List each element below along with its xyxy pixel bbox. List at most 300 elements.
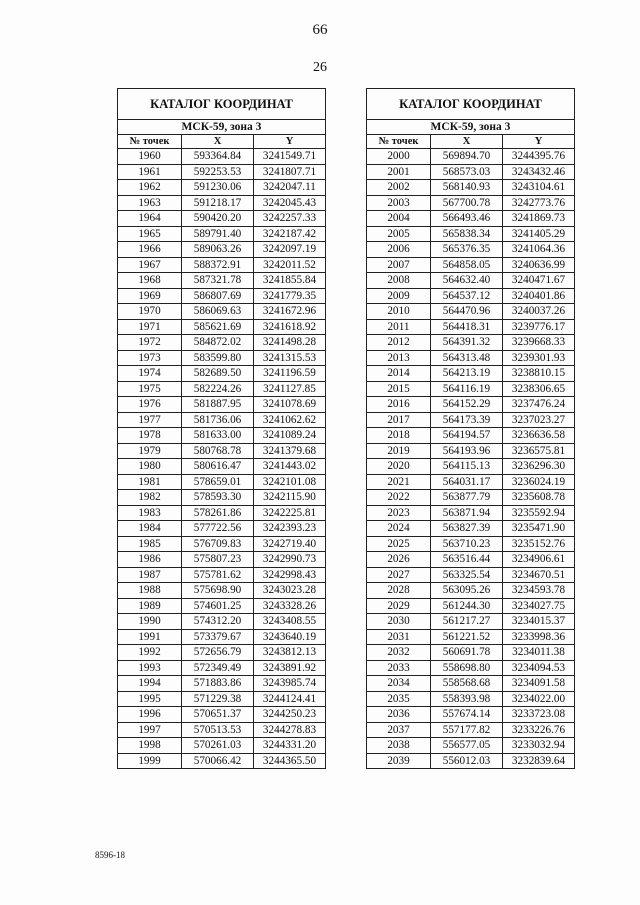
point-number-cell: 2010 xyxy=(367,304,431,320)
point-number-cell: 1999 xyxy=(118,753,182,769)
table-row xyxy=(367,459,575,475)
point-number-cell: 1961 xyxy=(118,164,182,180)
x-coordinate-cell: 563516.44 xyxy=(431,552,503,568)
x-coordinate-cell: 589791.40 xyxy=(182,226,254,242)
table-row xyxy=(118,335,326,351)
table-row xyxy=(118,288,326,304)
table-row xyxy=(367,660,575,676)
y-coordinate-cell: 3241127.85 xyxy=(254,381,326,397)
table-row xyxy=(367,288,575,304)
y-coordinate-cell: 3235592.94 xyxy=(503,505,575,521)
x-coordinate-cell: 570261.03 xyxy=(182,738,254,754)
x-coordinate-cell: 564313.48 xyxy=(431,350,503,366)
point-number-cell: 2015 xyxy=(367,381,431,397)
point-number-cell: 1962 xyxy=(118,180,182,196)
x-coordinate-cell: 570513.53 xyxy=(182,722,254,738)
x-coordinate-cell: 557177.82 xyxy=(431,722,503,738)
y-coordinate-cell: 3242719.40 xyxy=(254,536,326,552)
table-row xyxy=(118,366,326,382)
y-coordinate-cell: 3242101.08 xyxy=(254,474,326,490)
x-coordinate-cell: 569894.70 xyxy=(431,149,503,165)
y-coordinate-cell: 3241062.62 xyxy=(254,412,326,428)
point-number-cell: 2000 xyxy=(367,149,431,165)
x-coordinate-cell: 574312.20 xyxy=(182,614,254,630)
coordinate-system-label: МСК-59, зона 3 xyxy=(367,120,575,135)
x-coordinate-cell: 589063.26 xyxy=(182,242,254,258)
point-number-cell: 1972 xyxy=(118,335,182,351)
column-header-point-number: № точек xyxy=(118,135,182,149)
table-row xyxy=(118,598,326,614)
y-coordinate-cell: 3235152.76 xyxy=(503,536,575,552)
table-row xyxy=(118,180,326,196)
y-coordinate-cell: 3235608.78 xyxy=(503,490,575,506)
point-number-cell: 2009 xyxy=(367,288,431,304)
x-coordinate-cell: 567700.78 xyxy=(431,195,503,211)
point-number-cell: 2027 xyxy=(367,567,431,583)
x-coordinate-cell: 571883.86 xyxy=(182,676,254,692)
x-coordinate-cell: 566493.46 xyxy=(431,211,503,227)
y-coordinate-cell: 3234593.78 xyxy=(503,583,575,599)
point-number-cell: 1982 xyxy=(118,490,182,506)
x-coordinate-cell: 572656.79 xyxy=(182,645,254,661)
table-row xyxy=(367,691,575,707)
table-row xyxy=(118,691,326,707)
y-coordinate-cell: 3233032.94 xyxy=(503,738,575,754)
y-coordinate-cell: 3241855.84 xyxy=(254,273,326,289)
table-row xyxy=(118,521,326,537)
y-coordinate-cell: 3241779.35 xyxy=(254,288,326,304)
table-row xyxy=(367,149,575,165)
point-number-cell: 2005 xyxy=(367,226,431,242)
table-row xyxy=(118,490,326,506)
point-number-cell: 1967 xyxy=(118,257,182,273)
x-coordinate-cell: 564418.31 xyxy=(431,319,503,335)
y-coordinate-cell: 3239668.33 xyxy=(503,335,575,351)
point-number-cell: 1997 xyxy=(118,722,182,738)
point-number-cell: 1976 xyxy=(118,397,182,413)
x-coordinate-cell: 570651.37 xyxy=(182,707,254,723)
point-number-cell: 2024 xyxy=(367,521,431,537)
x-coordinate-cell: 561244.30 xyxy=(431,598,503,614)
table-row xyxy=(118,397,326,413)
point-number-cell: 2028 xyxy=(367,583,431,599)
column-header-y: Y xyxy=(503,135,575,149)
y-coordinate-cell: 3241405.29 xyxy=(503,226,575,242)
x-coordinate-cell: 563877.79 xyxy=(431,490,503,506)
point-number-cell: 1994 xyxy=(118,676,182,692)
point-number-cell: 1963 xyxy=(118,195,182,211)
table-row xyxy=(367,552,575,568)
table-row xyxy=(118,536,326,552)
y-coordinate-cell: 3239301.93 xyxy=(503,350,575,366)
x-coordinate-cell: 588372.91 xyxy=(182,257,254,273)
table-row xyxy=(367,335,575,351)
x-coordinate-cell: 591230.06 xyxy=(182,180,254,196)
y-coordinate-cell: 3240471.67 xyxy=(503,273,575,289)
x-coordinate-cell: 564173.39 xyxy=(431,412,503,428)
y-coordinate-cell: 3234022.00 xyxy=(503,691,575,707)
table-row xyxy=(367,211,575,227)
y-coordinate-cell: 3234094.53 xyxy=(503,660,575,676)
y-coordinate-cell: 3235471.90 xyxy=(503,521,575,537)
coordinate-catalog-table xyxy=(366,88,575,769)
x-coordinate-cell: 591218.17 xyxy=(182,195,254,211)
y-coordinate-cell: 3234015.37 xyxy=(503,614,575,630)
y-coordinate-cell: 3242045.43 xyxy=(254,195,326,211)
point-number-cell: 1968 xyxy=(118,273,182,289)
table-row xyxy=(118,645,326,661)
y-coordinate-cell: 3241807.71 xyxy=(254,164,326,180)
y-coordinate-cell: 3243985.74 xyxy=(254,676,326,692)
y-coordinate-cell: 3242115.90 xyxy=(254,490,326,506)
table-row xyxy=(118,428,326,444)
y-coordinate-cell: 3242998.43 xyxy=(254,567,326,583)
point-number-cell: 2018 xyxy=(367,428,431,444)
point-number-cell: 1993 xyxy=(118,660,182,676)
y-coordinate-cell: 3233998.36 xyxy=(503,629,575,645)
x-coordinate-cell: 563095.26 xyxy=(431,583,503,599)
y-coordinate-cell: 3244365.50 xyxy=(254,753,326,769)
y-coordinate-cell: 3238810.15 xyxy=(503,366,575,382)
point-number-cell: 2001 xyxy=(367,164,431,180)
point-number-cell: 2038 xyxy=(367,738,431,754)
y-coordinate-cell: 3241089.24 xyxy=(254,428,326,444)
x-coordinate-cell: 556012.03 xyxy=(431,753,503,769)
table-row xyxy=(367,304,575,320)
x-coordinate-cell: 564194.57 xyxy=(431,428,503,444)
coordinate-catalog-table xyxy=(117,88,326,769)
x-coordinate-cell: 573379.67 xyxy=(182,629,254,645)
point-number-cell: 2032 xyxy=(367,645,431,661)
x-coordinate-cell: 565838.34 xyxy=(431,226,503,242)
x-coordinate-cell: 564213.19 xyxy=(431,366,503,382)
y-coordinate-cell: 3233723.08 xyxy=(503,707,575,723)
point-number-cell: 2021 xyxy=(367,474,431,490)
point-number-cell: 2008 xyxy=(367,273,431,289)
point-number-cell: 2033 xyxy=(367,660,431,676)
x-coordinate-cell: 576709.83 xyxy=(182,536,254,552)
y-coordinate-cell: 3241443.02 xyxy=(254,459,326,475)
x-coordinate-cell: 570066.42 xyxy=(182,753,254,769)
x-coordinate-cell: 581887.95 xyxy=(182,397,254,413)
point-number-cell: 1995 xyxy=(118,691,182,707)
y-coordinate-cell: 3243640.19 xyxy=(254,629,326,645)
table-row xyxy=(367,226,575,242)
y-coordinate-cell: 3241618.92 xyxy=(254,319,326,335)
y-coordinate-cell: 3242990.73 xyxy=(254,552,326,568)
y-coordinate-cell: 3243328.26 xyxy=(254,598,326,614)
x-coordinate-cell: 581736.06 xyxy=(182,412,254,428)
catalog-title: КАТАЛОГ КООРДИНАТ xyxy=(367,89,575,120)
table-row xyxy=(118,552,326,568)
table-row xyxy=(367,257,575,273)
table-row xyxy=(118,583,326,599)
table-row xyxy=(367,583,575,599)
x-coordinate-cell: 563325.54 xyxy=(431,567,503,583)
point-number-cell: 1965 xyxy=(118,226,182,242)
point-number-cell: 2019 xyxy=(367,443,431,459)
y-coordinate-cell: 3243104.61 xyxy=(503,180,575,196)
x-coordinate-cell: 564858.05 xyxy=(431,257,503,273)
y-coordinate-cell: 3237023.27 xyxy=(503,412,575,428)
table-row xyxy=(118,319,326,335)
point-number-cell: 1984 xyxy=(118,521,182,537)
point-number-cell: 2014 xyxy=(367,366,431,382)
y-coordinate-cell: 3241379.68 xyxy=(254,443,326,459)
y-coordinate-cell: 3244278.83 xyxy=(254,722,326,738)
point-number-cell: 2003 xyxy=(367,195,431,211)
y-coordinate-cell: 3237476.24 xyxy=(503,397,575,413)
point-number-cell: 2020 xyxy=(367,459,431,475)
x-coordinate-cell: 561217.27 xyxy=(431,614,503,630)
y-coordinate-cell: 3234906.61 xyxy=(503,552,575,568)
table-row xyxy=(118,242,326,258)
x-coordinate-cell: 577722.56 xyxy=(182,521,254,537)
x-coordinate-cell: 574601.25 xyxy=(182,598,254,614)
table-row xyxy=(367,505,575,521)
y-coordinate-cell: 3241196.59 xyxy=(254,366,326,382)
point-number-cell: 1991 xyxy=(118,629,182,645)
x-coordinate-cell: 575781.62 xyxy=(182,567,254,583)
y-coordinate-cell: 3242097.19 xyxy=(254,242,326,258)
point-number-cell: 1985 xyxy=(118,536,182,552)
table-row xyxy=(118,567,326,583)
table-row xyxy=(367,707,575,723)
catalog-title: КАТАЛОГ КООРДИНАТ xyxy=(118,89,326,120)
point-number-cell: 1981 xyxy=(118,474,182,490)
y-coordinate-cell: 3242187.42 xyxy=(254,226,326,242)
point-number-cell: 1977 xyxy=(118,412,182,428)
y-coordinate-cell: 3240401.86 xyxy=(503,288,575,304)
y-coordinate-cell: 3241078.69 xyxy=(254,397,326,413)
x-coordinate-cell: 564632.40 xyxy=(431,273,503,289)
point-number-cell: 2029 xyxy=(367,598,431,614)
y-coordinate-cell: 3242047.11 xyxy=(254,180,326,196)
table-row xyxy=(367,490,575,506)
x-coordinate-cell: 564031.17 xyxy=(431,474,503,490)
y-coordinate-cell: 3238306.65 xyxy=(503,381,575,397)
table-row xyxy=(118,149,326,165)
table-row xyxy=(367,428,575,444)
point-number-cell: 2037 xyxy=(367,722,431,738)
document-code: 8596-18 xyxy=(95,850,125,860)
table-row xyxy=(367,381,575,397)
table-row xyxy=(118,722,326,738)
page-number: 66 xyxy=(312,22,328,38)
table-row xyxy=(118,660,326,676)
point-number-cell: 2036 xyxy=(367,707,431,723)
table-row xyxy=(367,738,575,754)
table-row xyxy=(118,707,326,723)
page-subnumber: 26 xyxy=(313,60,327,75)
table-row xyxy=(367,614,575,630)
point-number-cell: 1975 xyxy=(118,381,182,397)
table-row xyxy=(367,366,575,382)
table-row xyxy=(118,273,326,289)
x-coordinate-cell: 584872.02 xyxy=(182,335,254,351)
x-coordinate-cell: 592253.53 xyxy=(182,164,254,180)
point-number-cell: 2017 xyxy=(367,412,431,428)
point-number-cell: 2022 xyxy=(367,490,431,506)
x-coordinate-cell: 575698.90 xyxy=(182,583,254,599)
table-row xyxy=(367,521,575,537)
point-number-cell: 2011 xyxy=(367,319,431,335)
table-row xyxy=(367,319,575,335)
x-coordinate-cell: 582689.50 xyxy=(182,366,254,382)
y-coordinate-cell: 3241549.71 xyxy=(254,149,326,165)
table-row xyxy=(118,381,326,397)
table-row xyxy=(367,397,575,413)
x-coordinate-cell: 564537.12 xyxy=(431,288,503,304)
point-number-cell: 1971 xyxy=(118,319,182,335)
table-row xyxy=(118,474,326,490)
point-number-cell: 1978 xyxy=(118,428,182,444)
table-row xyxy=(367,474,575,490)
point-number-cell: 1996 xyxy=(118,707,182,723)
x-coordinate-cell: 593364.84 xyxy=(182,149,254,165)
x-coordinate-cell: 563871.94 xyxy=(431,505,503,521)
point-number-cell: 2007 xyxy=(367,257,431,273)
table-row xyxy=(118,257,326,273)
y-coordinate-cell: 3243408.55 xyxy=(254,614,326,630)
y-coordinate-cell: 3241064.36 xyxy=(503,242,575,258)
y-coordinate-cell: 3233226.76 xyxy=(503,722,575,738)
x-coordinate-cell: 580616.47 xyxy=(182,459,254,475)
x-coordinate-cell: 586807.69 xyxy=(182,288,254,304)
x-coordinate-cell: 564116.19 xyxy=(431,381,503,397)
table-row xyxy=(367,753,575,769)
table-row xyxy=(118,459,326,475)
point-number-cell: 2034 xyxy=(367,676,431,692)
y-coordinate-cell: 3242257.33 xyxy=(254,211,326,227)
y-coordinate-cell: 3244250.23 xyxy=(254,707,326,723)
table-row xyxy=(118,629,326,645)
table-row xyxy=(367,536,575,552)
x-coordinate-cell: 575807.23 xyxy=(182,552,254,568)
x-coordinate-cell: 580768.78 xyxy=(182,443,254,459)
table-row xyxy=(367,443,575,459)
point-number-cell: 1964 xyxy=(118,211,182,227)
y-coordinate-cell: 3243812.13 xyxy=(254,645,326,661)
point-number-cell: 1973 xyxy=(118,350,182,366)
table-row xyxy=(367,629,575,645)
column-header-point-number: № точек xyxy=(367,135,431,149)
x-coordinate-cell: 561221.52 xyxy=(431,629,503,645)
table-row xyxy=(367,195,575,211)
x-coordinate-cell: 565376.35 xyxy=(431,242,503,258)
point-number-cell: 2031 xyxy=(367,629,431,645)
point-number-cell: 2006 xyxy=(367,242,431,258)
point-number-cell: 2012 xyxy=(367,335,431,351)
x-coordinate-cell: 564115.13 xyxy=(431,459,503,475)
y-coordinate-cell: 3234011.38 xyxy=(503,645,575,661)
point-number-cell: 2013 xyxy=(367,350,431,366)
point-number-cell: 1980 xyxy=(118,459,182,475)
y-coordinate-cell: 3243432.46 xyxy=(503,164,575,180)
x-coordinate-cell: 583599.80 xyxy=(182,350,254,366)
x-coordinate-cell: 578261.86 xyxy=(182,505,254,521)
table-row xyxy=(367,273,575,289)
x-coordinate-cell: 585621.69 xyxy=(182,319,254,335)
point-number-cell: 2035 xyxy=(367,691,431,707)
y-coordinate-cell: 3244124.41 xyxy=(254,691,326,707)
x-coordinate-cell: 581633.00 xyxy=(182,428,254,444)
x-coordinate-cell: 582224.26 xyxy=(182,381,254,397)
table-row xyxy=(367,676,575,692)
y-coordinate-cell: 3241672.96 xyxy=(254,304,326,320)
point-number-cell: 1988 xyxy=(118,583,182,599)
column-header-y: Y xyxy=(254,135,326,149)
x-coordinate-cell: 571229.38 xyxy=(182,691,254,707)
x-coordinate-cell: 578659.01 xyxy=(182,474,254,490)
table-row xyxy=(118,412,326,428)
x-coordinate-cell: 578593.30 xyxy=(182,490,254,506)
y-coordinate-cell: 3242225.81 xyxy=(254,505,326,521)
y-coordinate-cell: 3242393.23 xyxy=(254,521,326,537)
y-coordinate-cell: 3244331.20 xyxy=(254,738,326,754)
y-coordinate-cell: 3240037.26 xyxy=(503,304,575,320)
table-row xyxy=(367,598,575,614)
x-coordinate-cell: 564193.96 xyxy=(431,443,503,459)
y-coordinate-cell: 3236024.19 xyxy=(503,474,575,490)
point-number-cell: 1960 xyxy=(118,149,182,165)
table-row xyxy=(118,304,326,320)
point-number-cell: 2016 xyxy=(367,397,431,413)
point-number-cell: 1969 xyxy=(118,288,182,304)
x-coordinate-cell: 587321.78 xyxy=(182,273,254,289)
y-coordinate-cell: 3243891.92 xyxy=(254,660,326,676)
y-coordinate-cell: 3234091.58 xyxy=(503,676,575,692)
table-row xyxy=(367,350,575,366)
x-coordinate-cell: 558393.98 xyxy=(431,691,503,707)
point-number-cell: 2023 xyxy=(367,505,431,521)
table-row xyxy=(118,164,326,180)
y-coordinate-cell: 3243023.28 xyxy=(254,583,326,599)
y-coordinate-cell: 3241498.28 xyxy=(254,335,326,351)
x-coordinate-cell: 558568.68 xyxy=(431,676,503,692)
y-coordinate-cell: 3239776.17 xyxy=(503,319,575,335)
point-number-cell: 2025 xyxy=(367,536,431,552)
table-row xyxy=(367,164,575,180)
table-row xyxy=(118,443,326,459)
point-number-cell: 1992 xyxy=(118,645,182,661)
table-row xyxy=(118,195,326,211)
table-row xyxy=(118,350,326,366)
y-coordinate-cell: 3242773.76 xyxy=(503,195,575,211)
table-row xyxy=(118,614,326,630)
point-number-cell: 1989 xyxy=(118,598,182,614)
x-coordinate-cell: 572349.49 xyxy=(182,660,254,676)
table-row xyxy=(367,567,575,583)
column-header-x: X xyxy=(431,135,503,149)
point-number-cell: 2004 xyxy=(367,211,431,227)
column-header-x: X xyxy=(182,135,254,149)
table-row xyxy=(118,676,326,692)
table-row xyxy=(367,180,575,196)
table-row xyxy=(118,226,326,242)
x-coordinate-cell: 564391.32 xyxy=(431,335,503,351)
x-coordinate-cell: 563710.23 xyxy=(431,536,503,552)
table-row xyxy=(118,753,326,769)
y-coordinate-cell: 3236636.58 xyxy=(503,428,575,444)
x-coordinate-cell: 590420.20 xyxy=(182,211,254,227)
point-number-cell: 1986 xyxy=(118,552,182,568)
table-row xyxy=(118,211,326,227)
point-number-cell: 2026 xyxy=(367,552,431,568)
coordinate-system-label: МСК-59, зона 3 xyxy=(118,120,326,135)
y-coordinate-cell: 3234027.75 xyxy=(503,598,575,614)
table-row xyxy=(367,645,575,661)
